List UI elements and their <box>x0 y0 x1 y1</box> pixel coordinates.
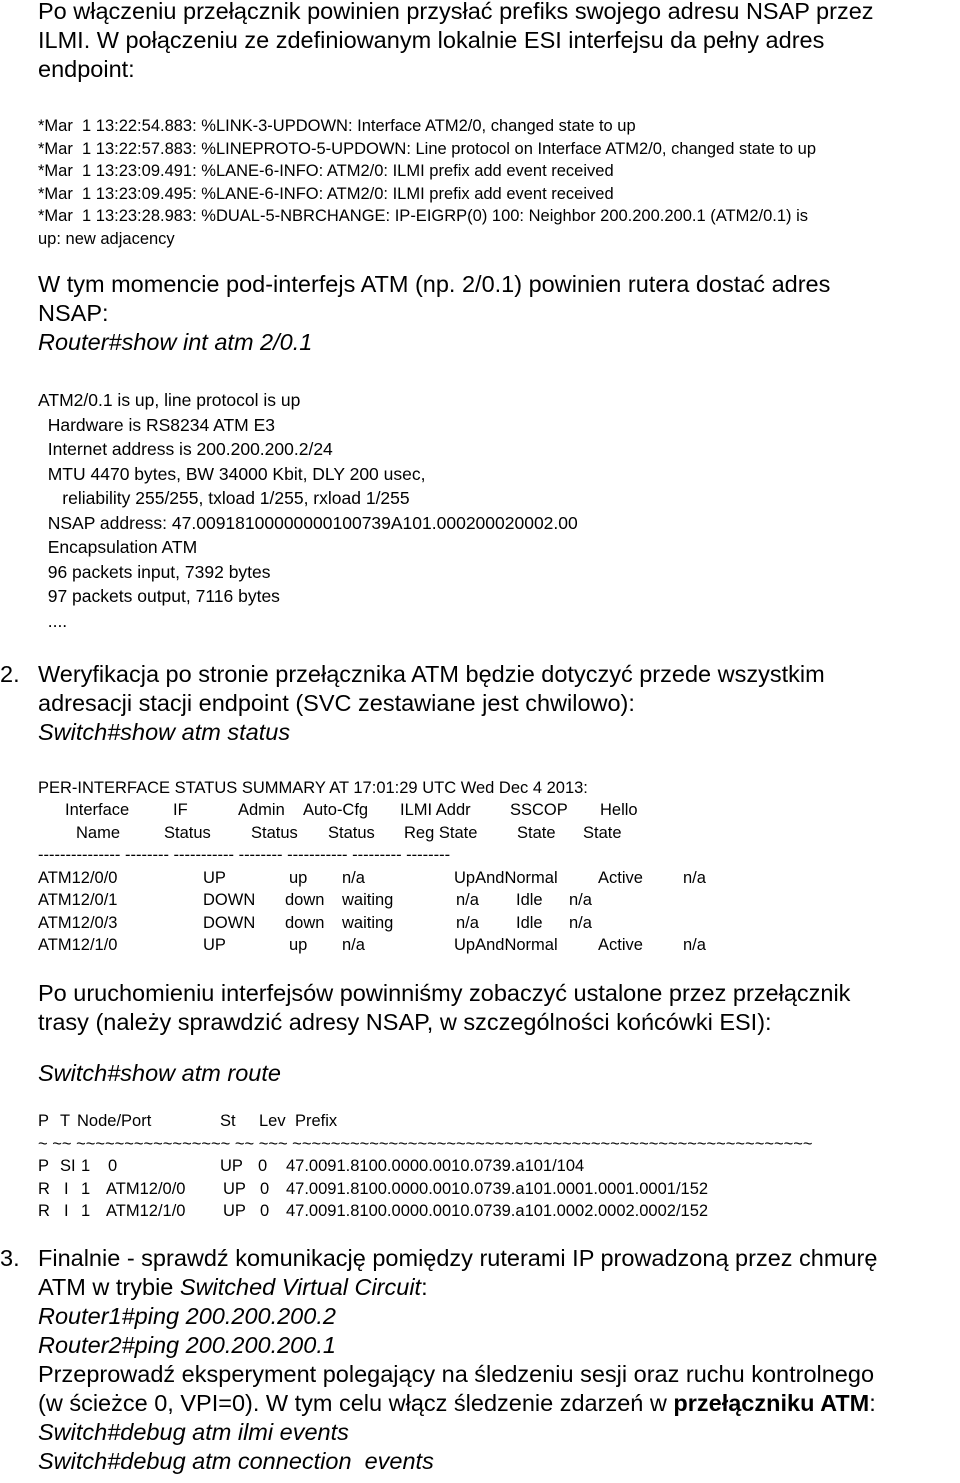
show-int-line: 97 packets output, 7116 bytes <box>38 586 280 606</box>
table-cell: UpAndNormal <box>454 868 558 887</box>
status-header-cell: Admin <box>238 801 285 819</box>
log-line: *Mar 1 13:22:57.883: %LINEPROTO-5-UPDOWN: Line protocol on Interface ATM2/0, changed state to up <box>38 139 817 158</box>
table-cell: up <box>289 936 308 954</box>
table-cell: DOWN <box>203 891 256 909</box>
status-header-cell: IF <box>173 801 188 819</box>
router-command: Router1#ping 200.200.200.2 <box>38 1303 336 1329</box>
table-cell: UpAndNormal <box>454 936 558 954</box>
table-row <box>38 1200 918 1223</box>
subif-line: W tym momencie pod-interfejs ATM (np. 2/0.1) powinien rutera dostać adres <box>38 271 831 297</box>
table-cell: ATM12/1/0 <box>106 1202 186 1220</box>
status-table <box>38 799 738 957</box>
route-header-cell: P <box>38 1112 50 1130</box>
status-header-cell: Reg State <box>404 823 478 842</box>
table-cell: Idle <box>516 913 543 932</box>
switch-command: Switch#show atm status <box>38 719 291 745</box>
table-row <box>38 912 738 935</box>
section2-line: Weryfikacja po stronie przełącznika ATM będzie dotyczyć przede wszystkim <box>38 661 825 687</box>
intro-line: endpoint: <box>38 56 135 82</box>
table-cell: UP <box>220 1157 243 1175</box>
section3-text: : <box>421 1274 428 1300</box>
switch-command: Switch#show atm route <box>38 1060 281 1086</box>
show-int-line: reliability 255/255, txload 1/255, rxload 1/255 <box>38 488 410 508</box>
section2-paragraph <box>38 660 825 747</box>
section3-text: (w ścieżce 0, VPI=0). W tym celu włącz śledzenie zdarzeń w <box>38 1390 674 1416</box>
log-line: *Mar 1 13:23:09.491: %LANE-6-INFO: ATM2/0: ILMI prefix add event received <box>38 162 614 180</box>
show-int-line: Hardware is RS8234 ATM E3 <box>38 414 275 435</box>
section-number: 3. <box>0 1245 20 1271</box>
status-header-cell: State <box>517 823 556 842</box>
table-cell: 0 <box>260 1179 270 1198</box>
section2-line: adresacji stacji endpoint (SVC zestawiane jest chwilowo): <box>38 690 635 716</box>
table-cell: waiting <box>342 891 394 909</box>
table-cell: I <box>64 1202 69 1220</box>
status-header-cell: Status <box>251 823 298 842</box>
log-line: *Mar 1 13:22:54.883: %LINK-3-UPDOWN: Interface ATM2/0, changed state to up <box>38 117 636 135</box>
table-row <box>38 1155 918 1178</box>
switch-command: Switch#debug atm ilmi events <box>38 1419 349 1445</box>
route-header-cell: St <box>220 1112 236 1130</box>
show-int-line: MTU 4470 bytes, BW 34000 Kbit, DLY 200 usec, <box>38 463 426 484</box>
table-cell: 0 <box>260 1202 270 1220</box>
status-header-cell: State <box>583 823 622 842</box>
table-row <box>38 1178 918 1201</box>
status-header-cell: SSCOP <box>510 801 568 819</box>
section3-paragraph <box>38 1244 877 1476</box>
table-cell: up <box>289 868 308 887</box>
section-number: 2. <box>0 661 20 687</box>
section3-line: Przeprowadź eksperyment polegający na śledzeniu sesji oraz ruchu kontrolnego <box>38 1361 875 1387</box>
subif-line: NSAP: <box>38 300 109 326</box>
status-header-cell: Name <box>76 823 121 842</box>
route-table <box>38 1110 918 1223</box>
table-cell: ATM12/1/0 <box>38 936 118 954</box>
status-header-cell: Status <box>328 823 375 842</box>
switch-command: Switch#debug atm connection events <box>38 1448 434 1474</box>
table-cell: 47.0091.8100.0000.0010.0739.a101.0001.0001.0001/152 <box>286 1179 709 1198</box>
status-header-cell: ILMI Addr <box>400 801 471 819</box>
route-header-cell: Lev <box>259 1112 286 1130</box>
table-cell: UP <box>223 1202 246 1220</box>
status-header-cell: Interface <box>65 801 130 819</box>
section3-text: : <box>869 1390 876 1416</box>
table-cell: I <box>64 1179 69 1198</box>
table-cell: n/a <box>569 891 592 909</box>
route-header-cell: Node/Port <box>77 1112 152 1130</box>
intro-line: ILMI. W połączeniu ze zdefiniowanym lokalnie ESI interfejsu da pełny adres <box>38 27 825 53</box>
table-cell: ATM12/0/0 <box>106 1179 186 1198</box>
table-cell: down <box>285 913 325 932</box>
table-cell: SI <box>60 1157 76 1175</box>
table-cell: ATM12/0/3 <box>38 913 118 932</box>
table-cell: R <box>38 1179 50 1198</box>
table-cell: waiting <box>342 913 394 932</box>
router-command: Router#show int atm 2/0.1 <box>38 329 313 355</box>
show-int-line: .... <box>38 610 68 631</box>
table-cell: 0 <box>108 1157 118 1175</box>
routes-line: Po uruchomieniu interfejsów powinniśmy zobaczyć ustalone przez przełącznik <box>38 980 851 1006</box>
status-header-row <box>38 799 738 822</box>
routes-line: trasy (należy sprawdzić adresy NSAP, w szczególności końcówki ESI): <box>38 1009 772 1035</box>
route-divider <box>38 1133 918 1156</box>
table-cell: 0 <box>258 1157 268 1175</box>
table-cell: Active <box>598 936 643 954</box>
status-header-cell: Auto-Cfg <box>303 801 369 819</box>
status-divider <box>38 844 738 867</box>
table-cell: 1 <box>81 1202 91 1220</box>
svc-term: Switched Virtual Circuit <box>179 1274 422 1300</box>
table-cell: Active <box>598 868 643 887</box>
status-header-cell: Hello <box>600 801 638 819</box>
table-cell: ATM12/0/0 <box>38 868 118 887</box>
table-cell: 47.0091.8100.0000.0010.0739.a101/104 <box>286 1157 585 1175</box>
table-cell: n/a <box>683 868 706 887</box>
show-int-line: Internet address is 200.200.200.2/24 <box>38 439 333 459</box>
log-line: *Mar 1 13:23:09.495: %LANE-6-INFO: ATM2/0: ILMI prefix add event received <box>38 184 614 203</box>
route-header-cell: Prefix <box>295 1112 338 1130</box>
show-int-output <box>38 388 578 633</box>
intro-paragraph <box>38 0 874 84</box>
table-cell: n/a <box>456 913 479 932</box>
show-int-line: NSAP address: 47.00918100000000100739A101.000200020002.00 <box>38 512 578 533</box>
subif-paragraph <box>38 270 830 357</box>
route-divider-text: ~ ~~ ~~~~~~~~~~~~~~~~ ~~ ~~~ ~~~~~~~~~~~~~~~~~~~~~~~~~~~~~~~~~~~~~~~~~~~~~~~~~~~~~~ <box>38 1134 813 1153</box>
show-int-line: Encapsulation ATM <box>38 537 198 557</box>
table-cell: n/a <box>342 868 365 887</box>
status-header-cell: Status <box>164 823 211 842</box>
table-cell: R <box>38 1202 50 1220</box>
table-cell: P <box>38 1157 50 1175</box>
table-cell: n/a <box>569 913 592 932</box>
table-cell: n/a <box>683 936 706 954</box>
table-cell: ATM12/0/1 <box>38 891 118 909</box>
table-cell: UP <box>203 936 226 954</box>
table-cell: UP <box>223 1179 246 1198</box>
table-cell: UP <box>203 868 226 887</box>
table-row <box>38 889 738 912</box>
section3-line <box>38 1389 877 1418</box>
route-header-cell: T <box>60 1112 71 1130</box>
routes-paragraph <box>38 979 850 1037</box>
show-int-line: 96 packets input, 7392 bytes <box>38 561 271 582</box>
status-summary: PER-INTERFACE STATUS SUMMARY AT 17:01:29 UTC Wed Dec 4 2013: <box>38 779 588 797</box>
log-line: *Mar 1 13:23:28.983: %DUAL-5-NBRCHANGE: IP-EIGRP(0) 100: Neighbor 200.200.200.1 (ATM2/0.1) is <box>38 207 809 225</box>
router-command: Router2#ping 200.200.200.1 <box>38 1332 336 1358</box>
table-cell: DOWN <box>203 913 256 932</box>
section3-line: Finalnie - sprawdź komunikację pomiędzy ruterami IP prowadzoną przez chmurę <box>38 1245 878 1271</box>
table-cell: n/a <box>456 891 479 909</box>
table-row <box>38 867 738 890</box>
status-divider-text: --------------- -------- ----------- -------- ----------- --------- -------- <box>38 846 451 864</box>
table-cell: down <box>285 891 325 909</box>
log-output <box>38 115 816 250</box>
show-int-line: ATM2/0.1 is up, line protocol is up <box>38 390 301 410</box>
status-header-row <box>38 822 738 845</box>
table-cell: 1 <box>81 1157 91 1175</box>
log-line: up: new adjacency <box>38 229 175 248</box>
intro-line: Po włączeniu przełącznik powinien przysłać prefiks swojego adresu NSAP przez <box>38 0 874 24</box>
table-row <box>38 934 738 957</box>
section3-line <box>38 1273 877 1302</box>
table-cell: 1 <box>81 1179 91 1198</box>
section3-text: ATM w trybie <box>38 1274 180 1300</box>
table-cell: Idle <box>516 891 543 909</box>
table-cell: n/a <box>342 936 365 954</box>
route-header-row <box>38 1110 918 1133</box>
table-cell: 47.0091.8100.0000.0010.0739.a101.0002.0002.0002/152 <box>286 1202 709 1220</box>
switch-term: przełączniku ATM <box>673 1390 870 1416</box>
